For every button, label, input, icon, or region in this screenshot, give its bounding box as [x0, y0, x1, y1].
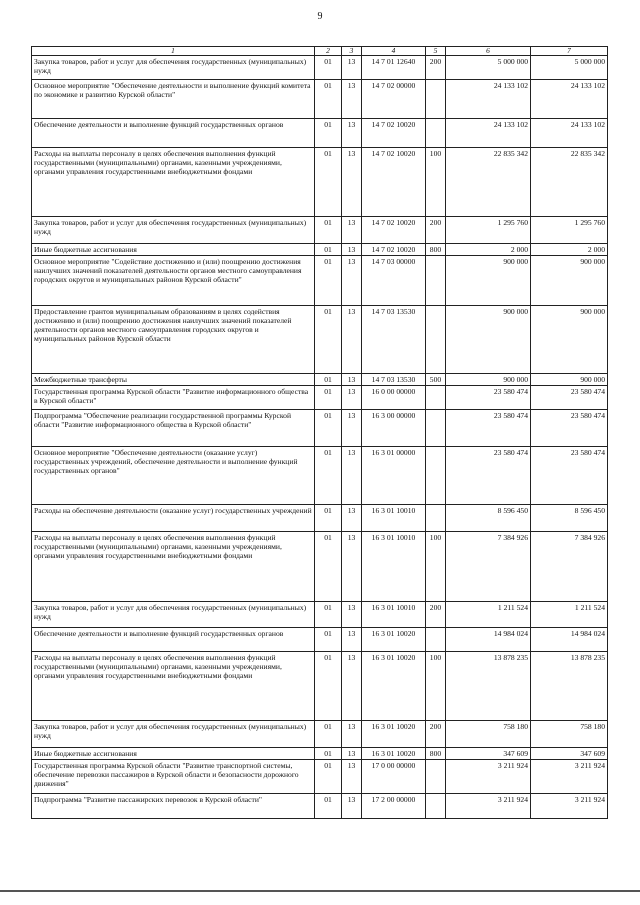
row-amount-7: 2 000: [531, 244, 608, 256]
row-code-2: 01: [315, 447, 342, 505]
row-amount-7: 23 580 474: [531, 447, 608, 505]
table-row: [32, 386, 608, 410]
row-code-type: 100: [426, 532, 446, 602]
row-code-target: 16 3 01 10020: [362, 748, 426, 760]
row-code-2: 01: [315, 628, 342, 652]
row-amount-6: 347 609: [446, 748, 531, 760]
header-col-4: 4: [362, 47, 426, 56]
row-code-type: [426, 628, 446, 652]
table-row: [32, 532, 608, 602]
row-code-type: 200: [426, 56, 446, 80]
row-code-3: 13: [342, 56, 362, 80]
table-row: [32, 721, 608, 748]
row-amount-6: 1 295 760: [446, 217, 531, 244]
row-amount-7: 24 133 102: [531, 119, 608, 148]
row-code-type: [426, 119, 446, 148]
row-code-target: 17 2 00 00000: [362, 794, 426, 819]
row-code-target: 14 7 02 10020: [362, 119, 426, 148]
header-col-1: 1: [32, 47, 315, 56]
row-amount-7: 900 000: [531, 306, 608, 374]
row-amount-7: 14 984 024: [531, 628, 608, 652]
row-code-target: 16 3 01 10010: [362, 505, 426, 532]
row-code-3: 13: [342, 794, 362, 819]
row-code-target: 16 3 01 00000: [362, 447, 426, 505]
row-amount-6: 3 211 924: [446, 794, 531, 819]
row-code-3: 13: [342, 748, 362, 760]
row-amount-6: 7 384 926: [446, 532, 531, 602]
row-code-2: 01: [315, 748, 342, 760]
row-amount-7: 8 596 450: [531, 505, 608, 532]
row-code-type: 100: [426, 652, 446, 721]
row-amount-6: 758 180: [446, 721, 531, 748]
row-code-target: 14 7 02 10020: [362, 244, 426, 256]
table-row: [32, 505, 608, 532]
row-amount-7: 1 211 524: [531, 602, 608, 628]
page-number: 9: [317, 11, 323, 22]
row-amount-6: 900 000: [446, 256, 531, 306]
row-code-3: 13: [342, 505, 362, 532]
row-code-2: 01: [315, 119, 342, 148]
row-code-target: 14 7 02 00000: [362, 80, 426, 119]
row-code-2: 01: [315, 410, 342, 447]
row-amount-6: 1 211 524: [446, 602, 531, 628]
row-code-target: 14 7 02 10020: [362, 217, 426, 244]
row-code-2: 01: [315, 306, 342, 374]
row-name: Обеспечение деятельности и выполнение функций государственных органов: [32, 628, 315, 652]
row-amount-6: 13 878 235: [446, 652, 531, 721]
table-row: [32, 80, 608, 119]
row-name: Обеспечение деятельности и выполнение функций государственных органов: [32, 119, 315, 148]
row-name: Государственная программа Курской области "Развитие транспортной системы, обеспечение перевозки пассажиров в Курской области и безопасности дорожного движения": [32, 760, 315, 794]
row-code-2: 01: [315, 374, 342, 386]
row-name: Расходы на выплаты персоналу в целях обеспечения выполнения функций государственными (муниципальными) органами, казенными учреждениями, органами управления государственными внебюджетными фондами: [32, 532, 315, 602]
row-amount-7: 347 609: [531, 748, 608, 760]
row-code-3: 13: [342, 256, 362, 306]
row-amount-7: 5 000 000: [531, 56, 608, 80]
row-code-target: 16 3 00 00000: [362, 410, 426, 447]
row-code-3: 13: [342, 80, 362, 119]
row-name: Иные бюджетные ассигнования: [32, 748, 315, 760]
row-amount-6: 24 133 102: [446, 80, 531, 119]
row-code-type: [426, 306, 446, 374]
row-code-type: [426, 410, 446, 447]
row-code-target: 14 7 03 00000: [362, 256, 426, 306]
row-code-2: 01: [315, 602, 342, 628]
row-code-3: 13: [342, 119, 362, 148]
row-code-3: 13: [342, 602, 362, 628]
row-name: Основное мероприятие "Обеспечение деятельности и выполнение функций комитета по экономике и развитию Курской области": [32, 80, 315, 119]
row-code-3: 13: [342, 532, 362, 602]
row-amount-7: 23 580 474: [531, 386, 608, 410]
row-amount-7: 7 384 926: [531, 532, 608, 602]
row-code-2: 01: [315, 148, 342, 217]
header-col-3: 3: [342, 47, 362, 56]
row-amount-7: 900 000: [531, 256, 608, 306]
table-row: [32, 244, 608, 256]
row-amount-6: 3 211 924: [446, 760, 531, 794]
header-col-5: 5: [426, 47, 446, 56]
row-amount-6: 5 000 000: [446, 56, 531, 80]
row-code-3: 13: [342, 410, 362, 447]
row-code-target: 14 7 03 13530: [362, 374, 426, 386]
page-bottom-rule: [0, 890, 640, 892]
row-code-3: 13: [342, 652, 362, 721]
row-amount-6: 23 580 474: [446, 447, 531, 505]
row-name: Подпрограмма "Обеспечение реализации государственной программы Курской области "Развитие информационного общества в Курской области": [32, 410, 315, 447]
row-code-2: 01: [315, 794, 342, 819]
row-code-3: 13: [342, 374, 362, 386]
row-amount-6: 22 835 342: [446, 148, 531, 217]
header-col-7: 7: [531, 47, 608, 56]
row-code-2: 01: [315, 80, 342, 119]
row-amount-7: 1 295 760: [531, 217, 608, 244]
row-code-3: 13: [342, 386, 362, 410]
row-code-2: 01: [315, 721, 342, 748]
row-name: Основное мероприятие "Содействие достижению и (или) поощрению достижения наилучших значений показателей деятельности органов местного самоуправления городских округов и муниципальных районов Курской области": [32, 256, 315, 306]
row-code-type: [426, 794, 446, 819]
header-col-2: 2: [315, 47, 342, 56]
header-col-6: 6: [446, 47, 531, 56]
table-row: [32, 760, 608, 794]
row-name: Закупка товаров, работ и услуг для обеспечения государственных (муниципальных) нужд: [32, 602, 315, 628]
row-amount-6: 900 000: [446, 306, 531, 374]
table-row: [32, 794, 608, 819]
row-amount-7: 3 211 924: [531, 760, 608, 794]
row-code-target: 14 7 03 13530: [362, 306, 426, 374]
table-header-row: [32, 47, 608, 56]
row-name: Расходы на выплаты персоналу в целях обеспечения выполнения функций государственными (муниципальными) органами, казенными учреждениями, органами управления государственными внебюджетными фондами: [32, 148, 315, 217]
row-name: Основное мероприятие "Обеспечение деятельности (оказание услуг) государственных учреждений, обеспечение деятельности и выполнение функций государственных органов": [32, 447, 315, 505]
row-code-type: 800: [426, 748, 446, 760]
row-code-type: 500: [426, 374, 446, 386]
row-name: Расходы на обеспечение деятельности (оказание услуг) государственных учреждений: [32, 505, 315, 532]
row-code-target: 14 7 02 10020: [362, 148, 426, 217]
row-code-type: 200: [426, 602, 446, 628]
row-code-target: 16 3 01 10010: [362, 532, 426, 602]
row-code-3: 13: [342, 148, 362, 217]
row-code-2: 01: [315, 760, 342, 794]
row-name: Иные бюджетные ассигнования: [32, 244, 315, 256]
row-code-target: 16 3 01 10010: [362, 602, 426, 628]
table-row: [32, 217, 608, 244]
table-row: [32, 602, 608, 628]
row-code-3: 13: [342, 760, 362, 794]
row-code-3: 13: [342, 628, 362, 652]
table-row: [32, 748, 608, 760]
row-code-2: 01: [315, 217, 342, 244]
row-code-3: 13: [342, 217, 362, 244]
table-row: [32, 119, 608, 148]
row-amount-6: 23 580 474: [446, 410, 531, 447]
row-code-type: [426, 386, 446, 410]
row-code-type: [426, 447, 446, 505]
row-code-type: 200: [426, 721, 446, 748]
row-code-3: 13: [342, 306, 362, 374]
table-row: [32, 652, 608, 721]
row-amount-6: 2 000: [446, 244, 531, 256]
row-name: Закупка товаров, работ и услуг для обеспечения государственных (муниципальных) нужд: [32, 56, 315, 80]
row-code-target: 17 0 00 00000: [362, 760, 426, 794]
row-amount-6: 24 133 102: [446, 119, 531, 148]
row-name: Закупка товаров, работ и услуг для обеспечения государственных (муниципальных) нужд: [32, 721, 315, 748]
row-code-2: 01: [315, 256, 342, 306]
row-code-2: 01: [315, 244, 342, 256]
row-amount-6: 14 984 024: [446, 628, 531, 652]
row-amount-7: 23 580 474: [531, 410, 608, 447]
row-name: Закупка товаров, работ и услуг для обеспечения государственных (муниципальных) нужд: [32, 217, 315, 244]
row-amount-7: 900 000: [531, 374, 608, 386]
row-amount-7: 22 835 342: [531, 148, 608, 217]
row-code-type: [426, 256, 446, 306]
row-code-type: 200: [426, 217, 446, 244]
row-code-3: 13: [342, 447, 362, 505]
row-code-2: 01: [315, 386, 342, 410]
table-row: [32, 628, 608, 652]
table-row: [32, 148, 608, 217]
row-code-3: 13: [342, 244, 362, 256]
table-row: [32, 306, 608, 374]
row-name: Предоставление грантов муниципальным образованиям в целях содействия достижению и (или) поощрению достижения наилучших значений показателей деятельности органов местного самоуправления городских округов и муниципальных районов Курской области: [32, 306, 315, 374]
row-code-type: [426, 80, 446, 119]
row-code-type: [426, 760, 446, 794]
table-row: [32, 447, 608, 505]
row-name: Государственная программа Курской области "Развитие информационного общества в Курской области": [32, 386, 315, 410]
row-name: Расходы на выплаты персоналу в целях обеспечения выполнения функций государственными (муниципальными) органами, казенными учреждениями, органами управления государственными внебюджетными фондами: [32, 652, 315, 721]
budget-table: [31, 46, 608, 819]
table-row: [32, 410, 608, 447]
row-amount-6: 900 000: [446, 374, 531, 386]
table-row: [32, 374, 608, 386]
row-code-type: [426, 505, 446, 532]
row-code-type: 100: [426, 148, 446, 217]
row-code-3: 13: [342, 721, 362, 748]
row-code-target: 14 7 01 12640: [362, 56, 426, 80]
row-amount-7: 758 180: [531, 721, 608, 748]
row-amount-7: 13 878 235: [531, 652, 608, 721]
row-code-2: 01: [315, 532, 342, 602]
row-amount-7: 3 211 924: [531, 794, 608, 819]
row-amount-7: 24 133 102: [531, 80, 608, 119]
table-row: [32, 256, 608, 306]
row-amount-6: 23 580 474: [446, 386, 531, 410]
table-row: [32, 56, 608, 80]
row-code-target: 16 3 01 10020: [362, 652, 426, 721]
row-code-target: 16 0 00 00000: [362, 386, 426, 410]
row-code-2: 01: [315, 505, 342, 532]
row-name: Подпрограмма "Развитие пассажирских перевозок в Курской области": [32, 794, 315, 819]
row-amount-6: 8 596 450: [446, 505, 531, 532]
row-name: Межбюджетные трансферты: [32, 374, 315, 386]
row-code-type: 800: [426, 244, 446, 256]
row-code-target: 16 3 01 10020: [362, 721, 426, 748]
row-code-2: 01: [315, 56, 342, 80]
row-code-2: 01: [315, 652, 342, 721]
row-code-target: 16 3 01 10020: [362, 628, 426, 652]
